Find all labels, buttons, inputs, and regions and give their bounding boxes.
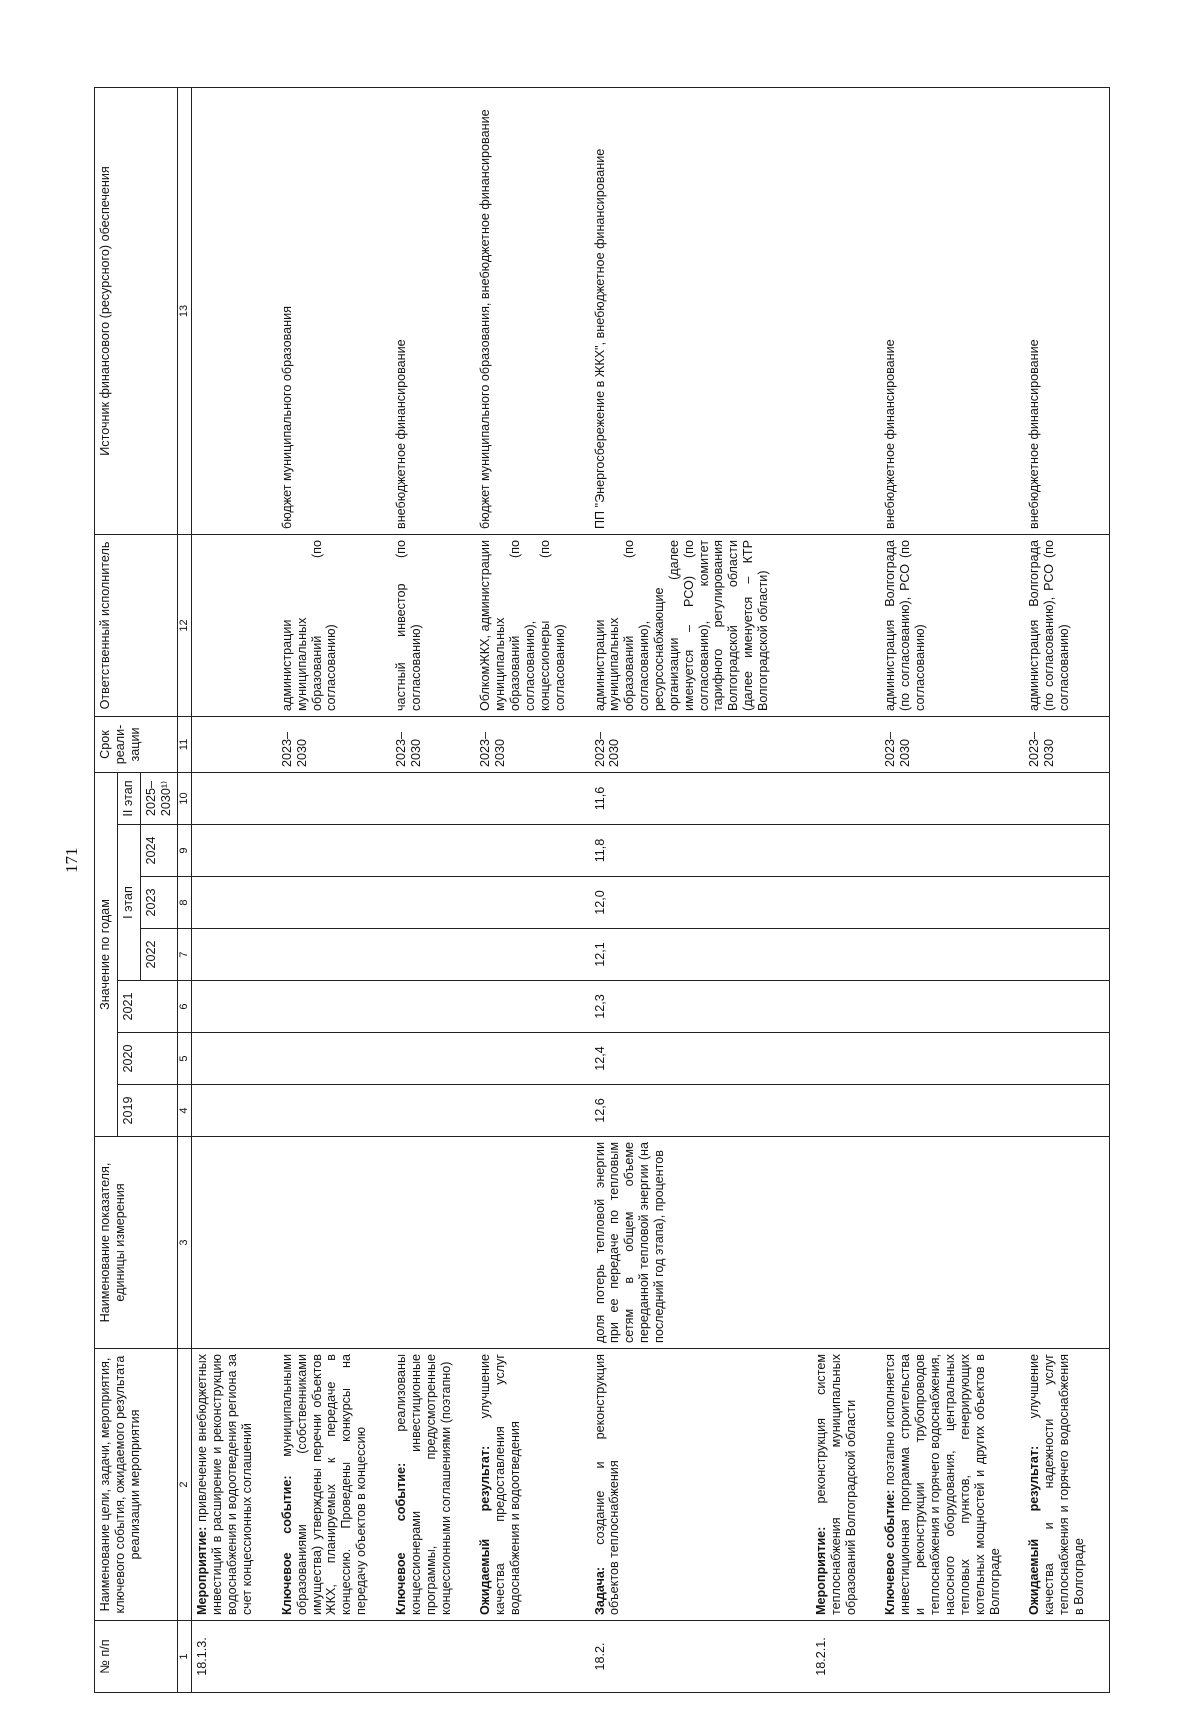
- value-2019: [391, 1085, 475, 1137]
- value-2022: 12,1: [590, 929, 811, 981]
- value-2024: [880, 825, 1024, 877]
- value-2024: 11,8: [590, 825, 811, 877]
- value-2025-2030: 11,6: [590, 773, 811, 825]
- page-number: 171: [62, 847, 81, 873]
- table-row: [811, 88, 881, 1693]
- value-2022: [277, 929, 391, 981]
- row-responsible: [811, 535, 881, 717]
- row-label: Мероприятие:: [813, 1526, 828, 1615]
- row-label: Ключевое событие:: [279, 1475, 294, 1615]
- row-name: [277, 1349, 391, 1621]
- header-2025: 2025–2030¹⁾: [140, 773, 178, 825]
- table-row: [192, 88, 277, 1693]
- col-number: 8: [178, 877, 192, 929]
- value-2024: [192, 825, 277, 877]
- value-2024: [277, 825, 391, 877]
- col-number: 6: [178, 981, 192, 1033]
- value-2021: [880, 981, 1024, 1033]
- row-name: [880, 1349, 1024, 1621]
- row-number: 18.1.3.: [192, 1621, 277, 1693]
- header-2023: 2023: [140, 877, 178, 929]
- row-responsible: администрация Волгограда (по согласованию), РСО (по согласованию): [1024, 535, 1109, 717]
- row-source: внебюджетное финансирование: [880, 88, 1024, 535]
- header-2021: 2021: [117, 981, 178, 1033]
- col-number: 3: [178, 1137, 192, 1349]
- header-name: Наименование цели, задачи, мероприятия, ключевого события, ожидаемого результата реализации мероприятия: [95, 1349, 178, 1621]
- table-row: [475, 88, 589, 1693]
- value-2023: [880, 877, 1024, 929]
- value-2020: [811, 1033, 881, 1085]
- row-number: [1024, 1621, 1109, 1693]
- value-2022: [1024, 929, 1109, 981]
- value-2025-2030: [277, 773, 391, 825]
- value-2019: [1024, 1085, 1109, 1137]
- row-term: 2023–2030: [1024, 717, 1109, 773]
- row-number: [475, 1621, 589, 1693]
- row-name: [475, 1349, 589, 1621]
- row-term: [811, 717, 881, 773]
- row-responsible: администрации муниципальных образований (по согласованию): [277, 535, 391, 717]
- value-2021: [391, 981, 475, 1033]
- row-term: 2023–2030: [391, 717, 475, 773]
- value-2020: [277, 1033, 391, 1085]
- row-term: 2023–2030: [880, 717, 1024, 773]
- value-2021: [277, 981, 391, 1033]
- row-label: Ключевое событие:: [883, 1489, 898, 1615]
- header-source: Источник финансового (ресурсного) обеспечения: [95, 88, 178, 535]
- row-text: улучшение качества предоставления услуг водоснабжения и водоотведения: [478, 1354, 523, 1615]
- row-number: 18.2.1.: [811, 1621, 881, 1693]
- value-2019: [277, 1085, 391, 1137]
- table-row: [277, 88, 391, 1693]
- row-text: привлечение внебюджетных инвестиций в расширение и реконструкцию водоснабжения и водоотведения региона за счет концессионных соглашений: [195, 1354, 254, 1615]
- row-label: Ожидаемый результат:: [1027, 1445, 1042, 1615]
- value-2019: 12,6: [590, 1085, 811, 1137]
- row-source: бюджет муниципального образования, внебюджетное финансирование: [475, 88, 589, 535]
- value-2020: [475, 1033, 589, 1085]
- row-term: 2023–2030: [590, 717, 811, 773]
- row-source: внебюджетное финансирование: [1024, 88, 1109, 535]
- table-row: [880, 88, 1024, 1693]
- col-number: 5: [178, 1033, 192, 1085]
- header-stage2: II этап: [117, 773, 140, 825]
- value-2020: [1024, 1033, 1109, 1085]
- value-2023: [391, 877, 475, 929]
- value-2025-2030: [192, 773, 277, 825]
- row-responsible: администрации муниципальных образований (по согласованию), ресурсоснабжающие организации (далее именуется – РСО) (по согласованию), комитет тарифного регулирования Волгоградской области (далее именуется – КТР Волгоградской области): [590, 535, 811, 717]
- row-indicator: [277, 1137, 391, 1349]
- row-text: создание и реконструкция объектов теплоснабжения: [592, 1354, 622, 1615]
- row-indicator: [1024, 1137, 1109, 1349]
- value-2020: [880, 1033, 1024, 1085]
- row-label: Задача:: [592, 1566, 607, 1615]
- row-text: улучшение качества и надежности услуг теплоснабжения и горячего водоснабжения в Волгограде: [1027, 1354, 1086, 1615]
- table-header: [95, 88, 192, 1693]
- row-name: [811, 1349, 881, 1621]
- row-term: 2023–2030: [475, 717, 589, 773]
- row-label: Ключевое событие:: [394, 1462, 408, 1615]
- col-number: 13: [178, 88, 192, 535]
- row-responsible: частный инвестор (по согласованию): [391, 535, 475, 717]
- value-2021: [192, 981, 277, 1033]
- row-indicator: [192, 1137, 277, 1349]
- col-number: 10: [178, 773, 192, 825]
- value-2024: [475, 825, 589, 877]
- table-row: [590, 88, 811, 1693]
- value-2021: [1024, 981, 1109, 1033]
- value-2025-2030: [391, 773, 475, 825]
- table-row: [391, 88, 475, 1693]
- value-2023: [1024, 877, 1109, 929]
- row-source: бюджет муниципального образования: [277, 88, 391, 535]
- row-term: [192, 717, 277, 773]
- program-table: [94, 87, 1110, 1693]
- header-2019: 2019: [117, 1085, 178, 1137]
- value-2019: [811, 1085, 881, 1137]
- value-2023: [811, 877, 881, 929]
- row-text: реконструкция систем теплоснабжения муниципальных образований Волгоградской области: [813, 1353, 858, 1615]
- value-2022: [391, 929, 475, 981]
- header-values: Значение по годам: [95, 773, 118, 1137]
- col-number: 12: [178, 535, 192, 717]
- value-2023: [475, 877, 589, 929]
- value-2020: 12,4: [590, 1033, 811, 1085]
- column-numbers-row: [178, 88, 192, 1693]
- col-number: 4: [178, 1085, 192, 1137]
- header-2024: 2024: [140, 825, 178, 877]
- value-2023: 12,0: [590, 877, 811, 929]
- value-2020: [391, 1033, 475, 1085]
- value-2023: [277, 877, 391, 929]
- row-label: Мероприятие:: [195, 1526, 210, 1615]
- value-2021: [811, 981, 881, 1033]
- value-2019: [475, 1085, 589, 1137]
- row-source: [192, 88, 277, 535]
- row-number: [277, 1621, 391, 1693]
- row-text: поэтапно исполняется инвестиционная программа строительства и реконструкции трубопроводов теплоснабжения и горячего водоснабжения, насосного оборудования, центральных тепловых пунктов, генерирующих котельных мощностей и других объектов в Волгограде: [883, 1353, 1002, 1615]
- header-2022: 2022: [140, 929, 178, 981]
- table-row: [1024, 88, 1109, 1693]
- value-2022: [880, 929, 1024, 981]
- value-2023: [192, 877, 277, 929]
- row-number: [880, 1621, 1024, 1693]
- row-text: муниципальными образованиями (собственниками имущества) утверждены перечни объектов ЖКХ, планируемых к передаче в концессию. Проведены конкурсы на передачу объектов в концессию: [279, 1353, 369, 1615]
- header-2020: 2020: [117, 1033, 178, 1085]
- row-indicator: [811, 1137, 881, 1349]
- row-source: [811, 88, 881, 535]
- col-number: 7: [178, 929, 192, 981]
- row-number: [391, 1621, 475, 1693]
- row-source: внебюджетное финансирование: [391, 88, 475, 535]
- value-2020: [192, 1033, 277, 1085]
- value-2019: [880, 1085, 1024, 1137]
- row-indicator: [391, 1137, 475, 1349]
- header-resp: Ответственный исполнитель: [95, 535, 178, 717]
- row-text: реализованы концессионерами инвестиционные программы, предусмотренные концессионными соглашениями (поэтапно): [394, 1353, 453, 1615]
- header-stage1: I этап: [117, 825, 140, 981]
- value-2024: [391, 825, 475, 877]
- value-2025-2030: [880, 773, 1024, 825]
- value-2025-2030: [475, 773, 589, 825]
- col-number: 11: [178, 717, 192, 773]
- row-name: [192, 1349, 277, 1621]
- col-number: 9: [178, 825, 192, 877]
- value-2025-2030: [811, 773, 881, 825]
- value-2022: [811, 929, 881, 981]
- row-responsible: администрация Волгограда (по согласованию), РСО (по согласованию): [880, 535, 1024, 717]
- row-responsible: [192, 535, 277, 717]
- value-2022: [192, 929, 277, 981]
- col-number: 1: [178, 1621, 192, 1693]
- table-body: [192, 88, 1109, 1693]
- row-indicator: доля потерь тепловой энергии при ее передаче по тепловым сетям в общем объеме переданной тепловой энергии (на последний год этапа), процентов: [590, 1137, 811, 1349]
- header-indicator: Наименование показателя, единицы измерения: [95, 1137, 178, 1349]
- row-term: 2023–2030: [277, 717, 391, 773]
- row-indicator: [475, 1137, 589, 1349]
- row-name: [391, 1349, 475, 1621]
- row-number: 18.2.: [590, 1621, 811, 1693]
- header-term: Срок реали-зации: [95, 717, 178, 773]
- header-num: № п/п: [95, 1621, 178, 1693]
- row-name: [590, 1349, 811, 1621]
- row-indicator: [880, 1137, 1024, 1349]
- value-2019: [192, 1085, 277, 1137]
- row-responsible: ОблкомЖКХ, администрации муниципальных образований (по согласованию), концессионеры (по согласованию): [475, 535, 589, 717]
- row-name: [1024, 1349, 1109, 1621]
- value-2024: [811, 825, 881, 877]
- document-table-rotated: [94, 88, 1086, 1693]
- value-2022: [475, 929, 589, 981]
- value-2021: [475, 981, 589, 1033]
- row-label: Ожидаемый результат:: [478, 1445, 493, 1615]
- value-2021: 12,3: [590, 981, 811, 1033]
- row-source: ПП "Энергосбережение в ЖКХ", внебюджетное финансирование: [590, 88, 811, 535]
- col-number: 2: [178, 1349, 192, 1621]
- value-2024: [1024, 825, 1109, 877]
- value-2025-2030: [1024, 773, 1109, 825]
